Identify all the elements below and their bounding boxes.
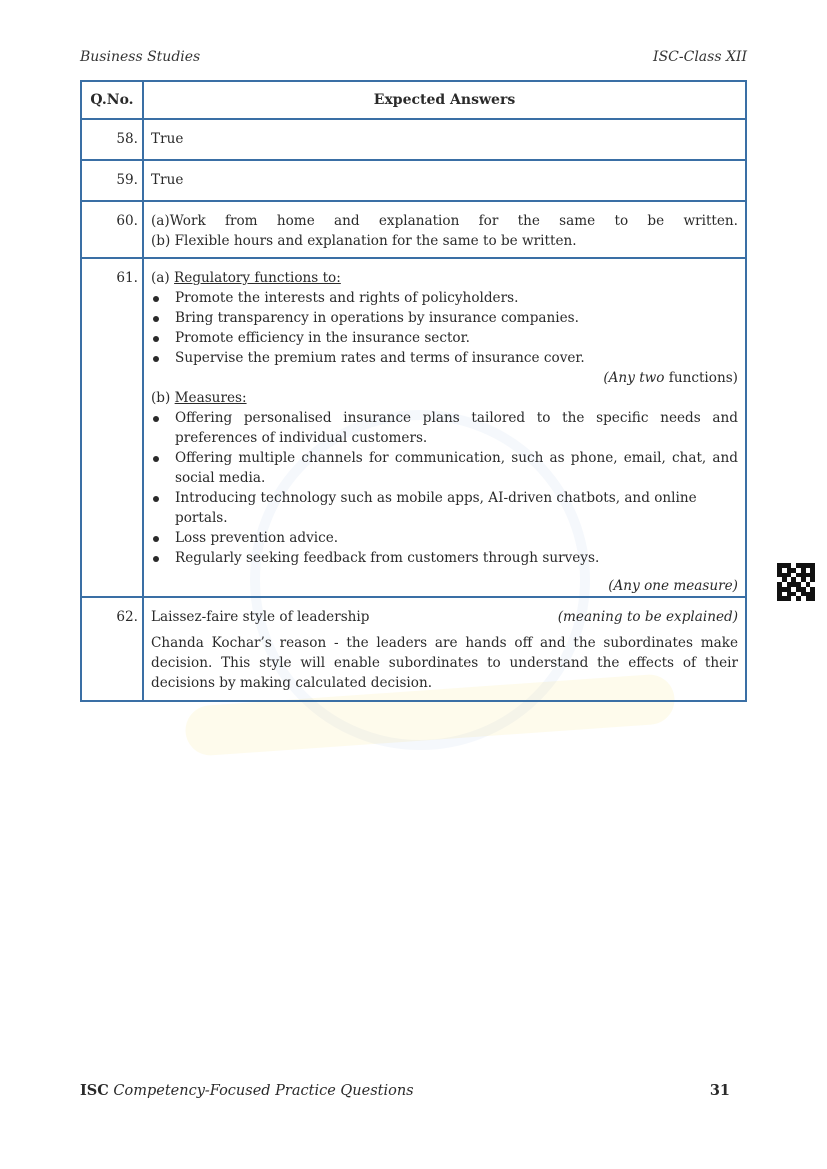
list-item: Promote the interests and rights of policyholders. (175, 288, 738, 308)
table-header-row (81, 81, 746, 119)
question-number: 62. (81, 597, 143, 701)
part-b-heading (151, 388, 738, 408)
table-row (81, 201, 746, 258)
list-item: Supervise the premium rates and terms of insurance cover. (175, 348, 738, 368)
answers-table (80, 80, 747, 702)
q62-note: (meaning to be explained) (557, 609, 738, 625)
list-item: Introducing technology such as mobile apps, AI-driven chatbots, and online portals. (175, 488, 738, 528)
table-row (81, 119, 746, 160)
question-number: 60. (81, 201, 143, 258)
table-row (81, 160, 746, 201)
header-subject: Business Studies (80, 49, 201, 65)
footer-subtitle: Competency-Focused Practice Questions (108, 1083, 414, 1099)
answer-cell (143, 597, 746, 701)
list-item: Promote efficiency in the insurance sector. (175, 328, 738, 348)
list-item: Offering personalised insurance plans tailored to the specific needs and preferences of individual customers. (175, 410, 738, 446)
qr-code-icon (777, 563, 815, 601)
answer-part-a: (a)Work from home and explanation for the same to be written. (151, 213, 738, 229)
part-a-prefix: (a) (151, 270, 175, 286)
part-a-note (151, 368, 738, 388)
q62-title: Laissez-faire style of leadership (151, 609, 370, 625)
page-number: 31 (709, 1082, 730, 1099)
measures-heading: Measures: (174, 390, 247, 406)
list-item: Regularly seeking feedback from customers through surveys. (175, 548, 738, 568)
question-number: 58. (81, 119, 143, 160)
answer-cell (143, 258, 746, 597)
footer-title (80, 1082, 414, 1099)
part-a-heading (151, 268, 738, 288)
answer-text: True (143, 160, 746, 201)
part-b-note: (Any one measure) (608, 578, 738, 594)
header-class: ISC-Class XII (653, 49, 747, 65)
q62-body: Chanda Kochar’s reason - the leaders are hands off and the subordinates make decision. This style will enable subordinates to understand the effects of their decisions by making calculated decision. (151, 635, 738, 691)
q62-title-line (151, 607, 738, 627)
list-item: Loss prevention advice. (175, 528, 738, 548)
list-item: Bring transparency in operations by insurance companies. (175, 308, 738, 328)
question-number: 61. (81, 258, 143, 597)
table-row (81, 597, 746, 701)
column-header-answers: Expected Answers (143, 81, 746, 119)
column-header-qno: Q.No. (81, 81, 143, 119)
regulatory-functions-list (151, 288, 738, 368)
answer-cell (143, 201, 746, 258)
part-a-note-italic: (Any two (603, 370, 665, 386)
footer-isc: ISC (80, 1082, 109, 1099)
part-a-note-rest: functions) (664, 370, 738, 386)
table-row (81, 258, 746, 597)
list-item: Offering multiple channels for communication, such as phone, email, chat, and social media. (175, 450, 738, 486)
measures-list (151, 408, 738, 568)
question-number: 59. (81, 160, 143, 201)
answer-part-b: (b) Flexible hours and explanation for the same to be written. (151, 233, 577, 249)
regulatory-functions-heading: Regulatory functions to: (174, 270, 341, 286)
part-b-prefix: (b) (151, 390, 175, 406)
answer-text: True (143, 119, 746, 160)
